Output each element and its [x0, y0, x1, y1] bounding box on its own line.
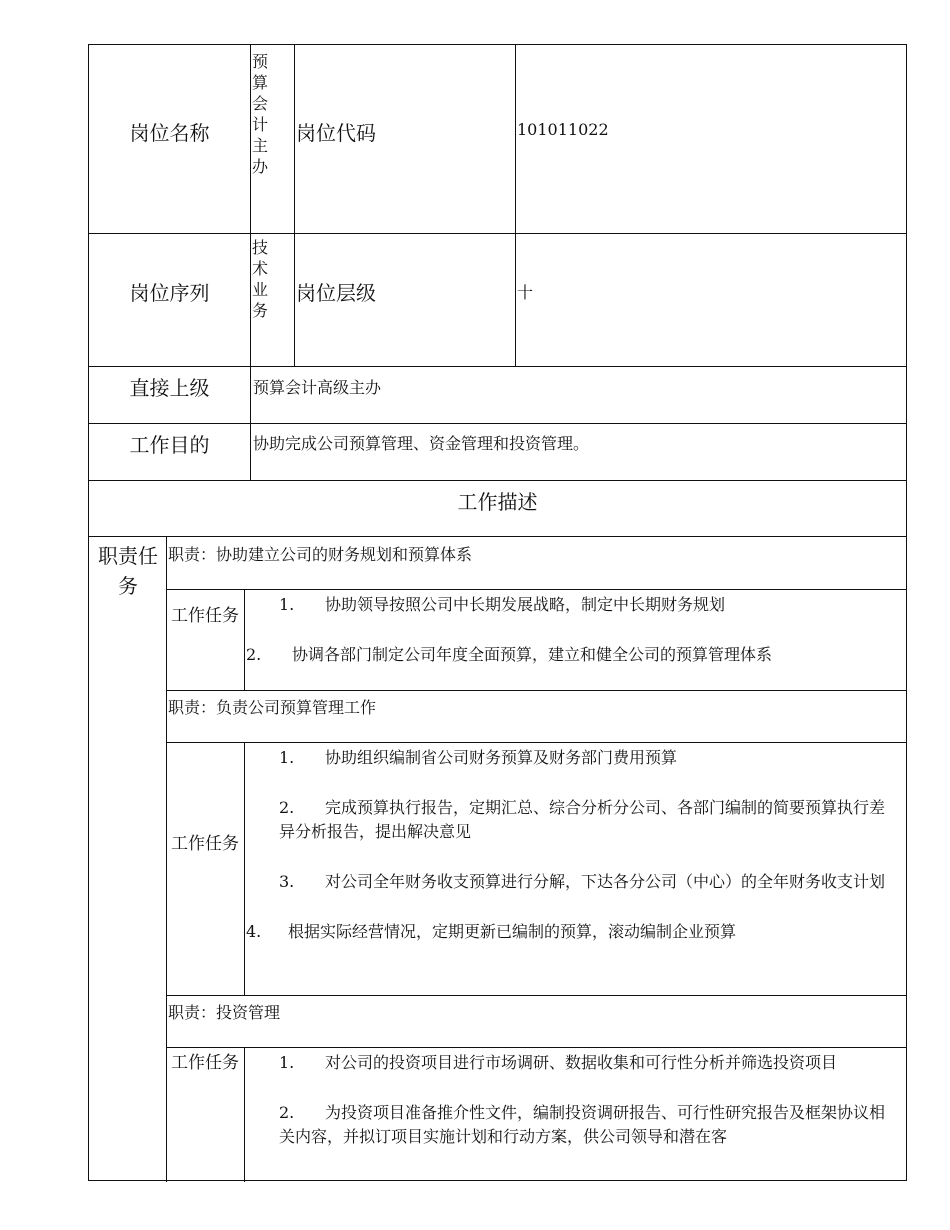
task-number: 2.: [279, 798, 295, 817]
task-item: [246, 643, 896, 667]
position-code-value: 101011022: [517, 120, 609, 139]
row-divider: [89, 480, 906, 481]
duty-label: 职责任务: [98, 544, 158, 598]
col-divider: [166, 536, 167, 1182]
superior-value: 预算会计高级主办: [253, 378, 382, 397]
col-divider: [250, 233, 251, 366]
job-description-table: [88, 44, 907, 1181]
task-text: 完成预算执行报告，定期汇总、综合分析分公司、各部门编制的简要预算执行差异分析报告，提出解决意见: [279, 798, 886, 841]
task-text: 对公司全年财务收支预算进行分解，下达各分公司（中心）的全年财务收支计划: [325, 872, 886, 891]
duty-title: 职责：协助建立公司的财务规划和预算体系: [168, 545, 473, 564]
row-divider: [166, 742, 906, 743]
task-item: [246, 1051, 896, 1075]
col-divider: [294, 233, 295, 366]
task-item: [246, 746, 896, 770]
col-divider: [244, 1047, 245, 1182]
col-divider: [515, 233, 516, 366]
task-number: 2.: [279, 1103, 295, 1122]
task-list: [246, 746, 896, 944]
col-divider: [244, 742, 245, 995]
row-divider: [166, 589, 906, 590]
task-number: 1.: [279, 748, 295, 767]
task-number: 1.: [279, 1053, 295, 1072]
task-list: [246, 1051, 896, 1149]
task-list: [246, 593, 896, 667]
duty-title: 职责：负责公司预算管理工作: [168, 698, 377, 717]
task-number: 3.: [279, 872, 295, 891]
row-divider: [89, 233, 906, 234]
row-divider: [89, 536, 906, 537]
duty-title: 职责：投资管理: [168, 1003, 281, 1022]
col-divider: [250, 45, 251, 233]
task-item: [246, 870, 896, 894]
position-name-value: 预算会计主办: [252, 52, 269, 176]
row-divider: [166, 690, 906, 691]
col-divider: [294, 45, 295, 233]
row-divider: [89, 423, 906, 424]
task-label: 工作任务: [171, 834, 239, 854]
task-item: [246, 593, 896, 617]
task-number: 2.: [246, 645, 262, 664]
task-text: 根据实际经营情况，定期更新已编制的预算，滚动编制企业预算: [288, 922, 737, 941]
level-label: 岗位层级: [296, 281, 376, 305]
row-divider: [166, 1047, 906, 1048]
task-text: 协助领导按照公司中长期发展战略，制定中长期财务规划: [325, 595, 726, 614]
task-text: 协调各部门制定公司年度全面预算，建立和健全公司的预算管理体系: [292, 645, 773, 664]
task-text: 为投资项目准备推介性文件，编制投资调研报告、可行性研究报告及框架协议相关内容，并拟订项目实施计划和行动方案，供公司领导和潜在客: [279, 1103, 886, 1146]
superior-label: 直接上级: [129, 376, 210, 400]
level-value: 十: [517, 283, 534, 302]
sequence-value: 技术业务: [252, 238, 269, 320]
task-item: [246, 1101, 896, 1149]
task-text: 协助组织编制省公司财务预算及财务部门费用预算: [325, 748, 678, 767]
task-item: [246, 796, 896, 844]
row-divider: [166, 995, 906, 996]
col-divider: [250, 366, 251, 480]
task-number: 1.: [279, 595, 295, 614]
task-number: 4.: [246, 922, 262, 941]
col-divider: [515, 45, 516, 233]
task-item: [246, 920, 896, 944]
task-label: 工作任务: [171, 606, 239, 626]
task-text: 对公司的投资项目进行市场调研、数据收集和可行性分析并筛选投资项目: [325, 1053, 838, 1072]
purpose-value: 协助完成公司预算管理、资金管理和投资管理。: [253, 434, 590, 453]
row-divider: [89, 366, 906, 367]
sequence-label: 岗位序列: [129, 281, 210, 305]
position-name-label: 岗位名称: [129, 121, 210, 145]
position-code-label: 岗位代码: [296, 121, 376, 145]
description-title: 工作描述: [457, 490, 538, 514]
col-divider: [244, 589, 245, 690]
task-label: 工作任务: [171, 1053, 239, 1073]
purpose-label: 工作目的: [129, 433, 210, 457]
